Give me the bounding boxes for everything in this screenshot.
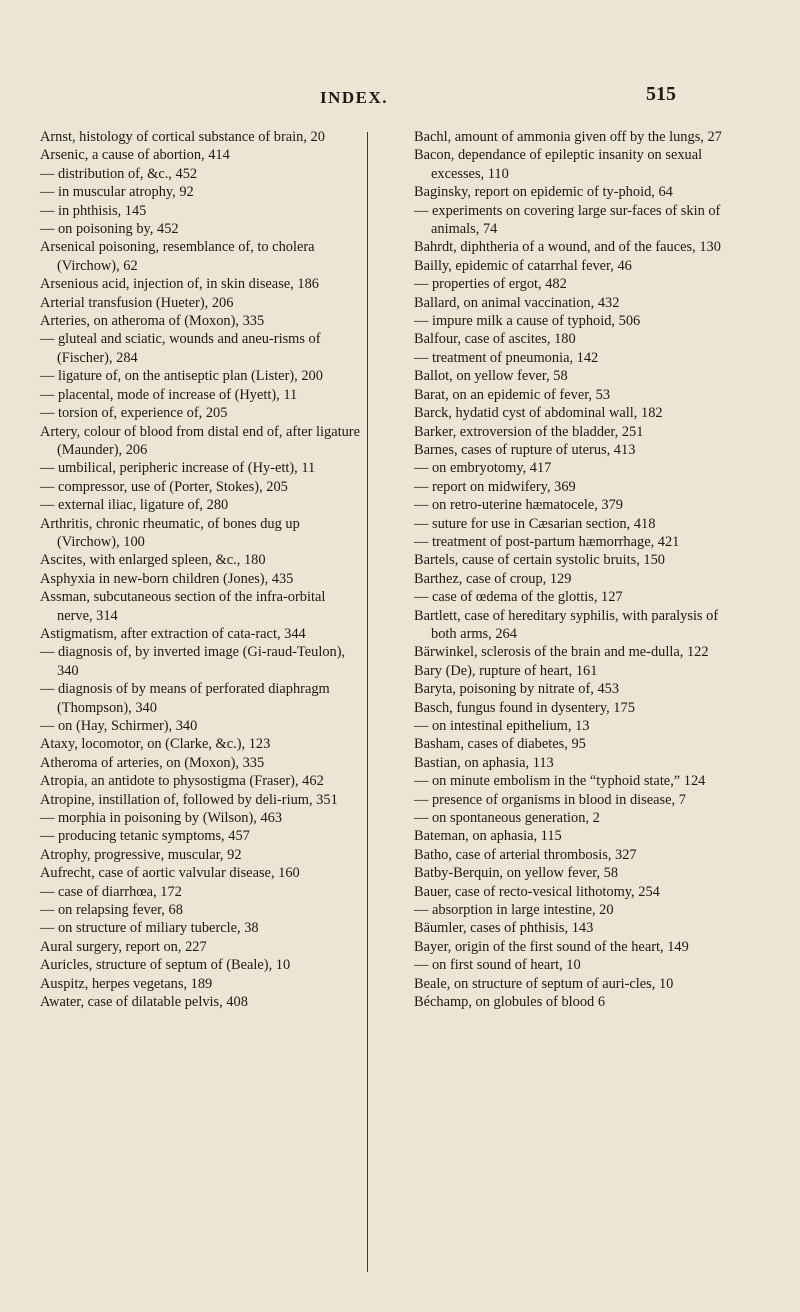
index-entry: Bayer, origin of the first sound of the heart, 149 [414,938,689,955]
index-entry: Arteries, on atheroma of (Moxon), 335 [40,313,265,330]
index-entry: Astigmatism, after extraction of cata-ract, 344 [40,625,306,642]
index-entry: — report on midwifery, 369 [414,478,576,495]
index-entry: Arterial transfusion (Hueter), 206 [40,294,234,311]
index-entry: — umbilical, peripheric increase of (Hy-ett), 11 [40,460,316,477]
index-entry: — case of diarrhœa, 172 [40,883,182,900]
index-entry: Bartlett, case of hereditary syphilis, with paralysis of both arms, 264 [414,607,719,642]
index-entry: — ligature of, on the antiseptic plan (Lister), 200 [40,368,323,385]
index-entry: — on intestinal epithelium, 13 [414,718,590,734]
index-entry: — external iliac, ligature of, 280 [40,497,229,514]
index-entry: — on retro-uterine hæmatocele, 379 [414,497,623,514]
index-entry: Bacon, dependance of epileptic insanity on sexual excesses, 110 [414,147,703,182]
index-entry: Baginsky, report on epidemic of ty-phoid, 64 [414,184,673,201]
index-entry: Barthez, case of croup, 129 [414,570,572,587]
index-column-left [40,128,362,1012]
index-entry: Bauer, case of recto-vesical lithotomy, 254 [414,883,660,900]
index-entry: Arthritis, chronic rheumatic, of bones dug up (Virchow), 100 [40,515,300,550]
index-entry: Bärwinkel, sclerosis of the brain and me-dulla, 122 [414,644,709,661]
index-entry: — placental, mode of increase of (Hyett), 11 [40,386,298,403]
index-entry: Arsenious acid, injection of, in skin disease, 186 [40,276,319,293]
index-entry: Aufrecht, case of aortic valvular disease, 160 [40,865,300,882]
running-title: INDEX. [320,88,389,107]
index-entry: — treatment of post-partum hæmorrhage, 421 [414,533,680,550]
index-entry: Bartels, cause of certain systolic bruits, 150 [414,552,665,569]
index-entry: Béchamp, on globules of blood 6 [414,994,606,1011]
index-entry: — compressor, use of (Porter, Stokes), 205 [40,478,288,495]
index-entry: Bastian, on aphasia, 113 [414,754,554,771]
index-entry: — diagnosis of by means of perforated diaphragm (Thompson), 340 [40,681,330,716]
index-entry: Ataxy, locomotor, on (Clarke, &c.), 123 [40,736,271,753]
index-column-right [414,128,736,1012]
index-entry: Barnes, cases of rupture of uterus, 413 [414,441,636,458]
index-entry: Bachl, amount of ammonia given off by the lungs, 27 [414,129,722,145]
index-entry: Atropia, an antidote to physostigma (Fraser), 462 [40,773,324,790]
index-entry: Barker, extroversion of the bladder, 251 [414,423,644,440]
index-entry: Balfour, case of ascites, 180 [414,331,576,348]
page-number: 515 [646,83,676,105]
index-entry: — on poisoning by, 452 [40,221,179,238]
index-entry: Artery, colour of blood from distal end of, after ligature (Maunder), 206 [40,423,360,458]
index-entry: — morphia in poisoning by (Wilson), 463 [40,810,283,827]
index-entry: Assman, subcutaneous section of the infra-orbital nerve, 314 [40,589,326,624]
index-entry: Arsenical poisoning, resemblance of, to cholera (Virchow), 62 [40,239,315,274]
page-header [0,83,800,118]
index-entry: — torsion of, experience of, 205 [40,405,228,422]
index-entry: Basham, cases of diabetes, 95 [414,736,586,753]
index-entry: — gluteal and sciatic, wounds and aneu-risms of (Fischer), 284 [40,331,321,366]
index-entry: — distribution of, &c., 452 [40,165,198,182]
index-entry: — diagnosis of, by inverted image (Gi-raud-Teulon), 340 [40,644,346,679]
index-entry: — case of œdema of the glottis, 127 [414,589,623,606]
index-entry: Auspitz, herpes vegetans, 189 [40,975,213,992]
index-entry: Bateman, on aphasia, 115 [414,828,562,845]
index-entry: Ballard, on animal vaccination, 432 [414,294,620,311]
index-entry: — impure milk a cause of typhoid, 506 [414,313,641,330]
index-entry: Barat, on an epidemic of fever, 53 [414,386,611,403]
index-entry: Batho, case of arterial thrombosis, 327 [414,846,637,863]
index-entry: Batby-Berquin, on yellow fever, 58 [414,865,619,882]
index-entry: — on embryotomy, 417 [414,460,552,477]
index-entry: — on minute embolism in the “typhoid state,” 124 [414,773,706,790]
index-entry: — properties of ergot, 482 [414,276,567,293]
index-entry: Atheroma of arteries, on (Moxon), 335 [40,754,265,771]
index-entry: — suture for use in Cæsarian section, 418 [414,515,656,532]
index-entry: — on relapsing fever, 68 [40,902,183,919]
index-entry: Arsenic, a cause of abortion, 414 [40,147,230,164]
index-entry: — treatment of pneumonia, 142 [414,349,599,366]
index-entry: Barck, hydatid cyst of abdominal wall, 182 [414,405,663,422]
index-entry: — experiments on covering large sur-faces of skin of animals, 74 [414,202,721,238]
index-entry: — absorption in large intestine, 20 [414,902,614,919]
index-entry: Ballot, on yellow fever, 58 [414,368,568,385]
index-entry: Atrophy, progressive, muscular, 92 [40,846,242,863]
index-entry: Beale, on structure of septum of auri-cles, 10 [414,975,674,992]
index-entry: — in phthisis, 145 [40,202,147,219]
index-entry: Ascites, with enlarged spleen, &c., 180 [40,552,266,569]
index-entry: — presence of organisms in blood in disease, 7 [414,791,686,808]
index-entry: Bailly, epidemic of catarrhal fever, 46 [414,257,632,274]
index-entry: — in muscular atrophy, 92 [40,184,194,201]
index-entry: — producing tetanic symptoms, 457 [40,828,250,845]
index-entry: Auricles, structure of septum of (Beale), 10 [40,957,291,974]
column-divider [367,132,368,1272]
index-entry: Aural surgery, report on, 227 [40,938,207,955]
index-entry: Baryta, poisoning by nitrate of, 453 [414,681,620,698]
index-entry: Awater, case of dilatable pelvis, 408 [40,994,248,1011]
index-entry: — on structure of miliary tubercle, 38 [40,920,259,937]
index-entry: — on first sound of heart, 10 [414,957,581,974]
index-entry: — on (Hay, Schirmer), 340 [40,718,198,734]
index-entry: Atropine, instillation of, followed by deli-rium, 351 [40,791,338,808]
index-entry: Asphyxia in new-born children (Jones), 435 [40,570,294,587]
index-entry: Bary (De), rupture of heart, 161 [414,662,598,679]
index-entry: Arnst, histology of cortical substance of brain, 20 [40,129,325,145]
index-entry: Basch, fungus found in dysentery, 175 [414,699,635,716]
index-entry: Bahrdt, diphtheria of a wound, and of the fauces, 130 [414,239,721,256]
index-entry: — on spontaneous generation, 2 [414,810,600,827]
index-entry: Bäumler, cases of phthisis, 143 [414,920,594,937]
